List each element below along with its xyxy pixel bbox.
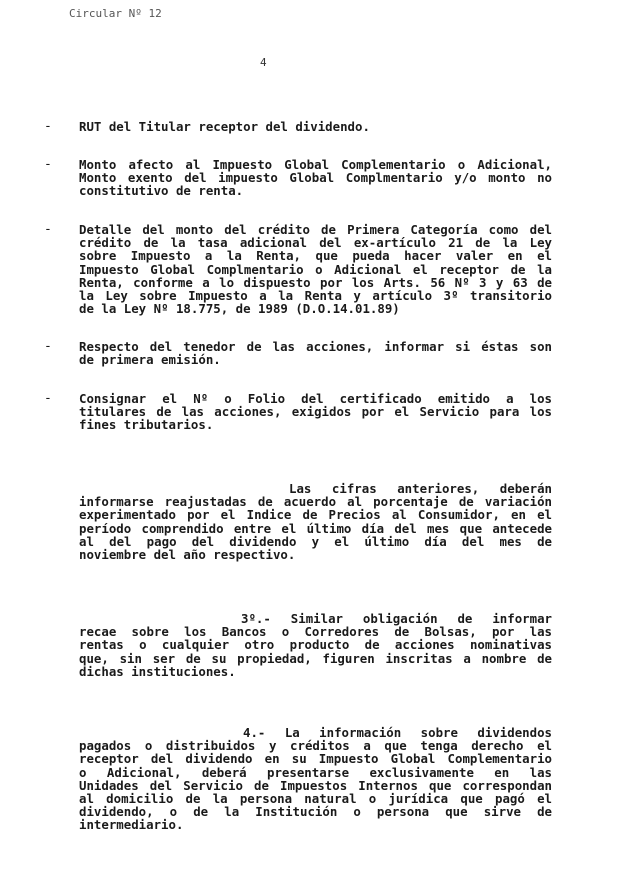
bullet-dash: - — [44, 391, 52, 406]
text-line: crédito de la tasa adicional del ex-artículo 21 de la Ley — [79, 235, 552, 251]
text-line: de primera emisión. — [79, 352, 221, 368]
paragraph-adjustment — [79, 482, 552, 561]
bullet-dash: - — [44, 222, 52, 237]
text-line: noviembre del año respectivo. — [79, 547, 296, 563]
text-line: Monto afecto al Impuesto Global Complementario o Adicional, — [79, 157, 552, 172]
text-line: informarse reajustadas de acuerdo al porcentaje de variación — [79, 494, 552, 510]
bullet-text — [79, 120, 552, 133]
text-line: Renta, conforme a lo dispuesto por los Arts. 56 Nº 3 y 63 de — [79, 274, 552, 290]
text-line: recae sobre los Bancos o Corredores de Bolsas, por las — [79, 624, 552, 640]
text-line: rentas o cualquier otro producto de acciones nominativas — [79, 637, 552, 653]
text-line: dividendo, o de la Institución o persona que sirve de — [79, 804, 552, 820]
text-line: Monto exento del impuesto Global Complmentario y/o monto no — [79, 170, 552, 186]
text-line: Detalle del monto del crédito de Primera Categoría como del — [79, 222, 552, 237]
text-line: RUT del Titular receptor del dividendo. — [79, 119, 370, 134]
bullet-text — [79, 340, 552, 366]
text-line: 4.- La información sobre dividendos — [243, 725, 552, 740]
text-line: experimentado por el Indice de Precios al Consumidor, en el — [79, 507, 552, 523]
text-line: la Ley sobre Impuesto a la Renta y artículo 3º transitorio — [79, 288, 552, 304]
text-line: constitutivo de renta. — [79, 183, 244, 199]
text-line: de la Ley Nº 18.775, de 1989 (D.O.14.01.89) — [79, 301, 400, 317]
text-line: Respecto del tenedor de las acciones, informar si éstas son — [79, 339, 552, 354]
text-line: al domicilio de la persona natural o jurídica que pagó el — [79, 791, 552, 807]
page-number: 4 — [260, 56, 267, 69]
paragraph-section-3 — [79, 612, 552, 678]
text-line: fines tributarios. — [79, 417, 214, 433]
text-line: pagados o distribuidos y créditos a que tenga derecho el — [79, 738, 552, 754]
bullet-text — [79, 223, 552, 315]
bullet-dash: - — [44, 339, 52, 354]
text-line: Consignar el Nº o Folio del certificado emitido a los — [79, 391, 552, 406]
text-line: 3º.- Similar obligación de informar — [241, 611, 552, 626]
circular-header: Circular Nº 12 — [69, 7, 162, 20]
bullet-dash: - — [44, 157, 52, 172]
text-line: titulares de las acciones, exigidos por el Servicio para los — [79, 404, 552, 420]
text-line: receptor del dividendo en su Impuesto Global Complementario — [79, 751, 552, 767]
paragraph-section-4 — [79, 726, 552, 832]
text-line: dichas instituciones. — [79, 663, 236, 679]
bullet-text — [79, 392, 552, 432]
text-line: que, sin ser de su propiedad, figuren inscritas a nombre de — [79, 650, 552, 666]
bullet-dash: - — [44, 119, 52, 134]
text-line: Las cifras anteriores, deberán — [289, 481, 552, 496]
text-line: Unidades del Servicio de Impuestos Internos que correspondan — [79, 777, 552, 793]
text-line: o Adicional, deberá presentarse exclusivamente en las — [79, 764, 552, 780]
text-line: período comprendido entre el último día del mes que antecede — [79, 520, 552, 536]
text-line: al del pago del dividendo y el último día del mes de — [79, 533, 552, 549]
text-line: intermediario. — [79, 817, 184, 833]
text-line: Impuesto Global Complmentario o Adicional el receptor de la — [79, 261, 552, 277]
bullet-text — [79, 158, 552, 198]
text-line: sobre Impuesto a la Renta, que pueda hacer valer en el — [79, 248, 552, 264]
